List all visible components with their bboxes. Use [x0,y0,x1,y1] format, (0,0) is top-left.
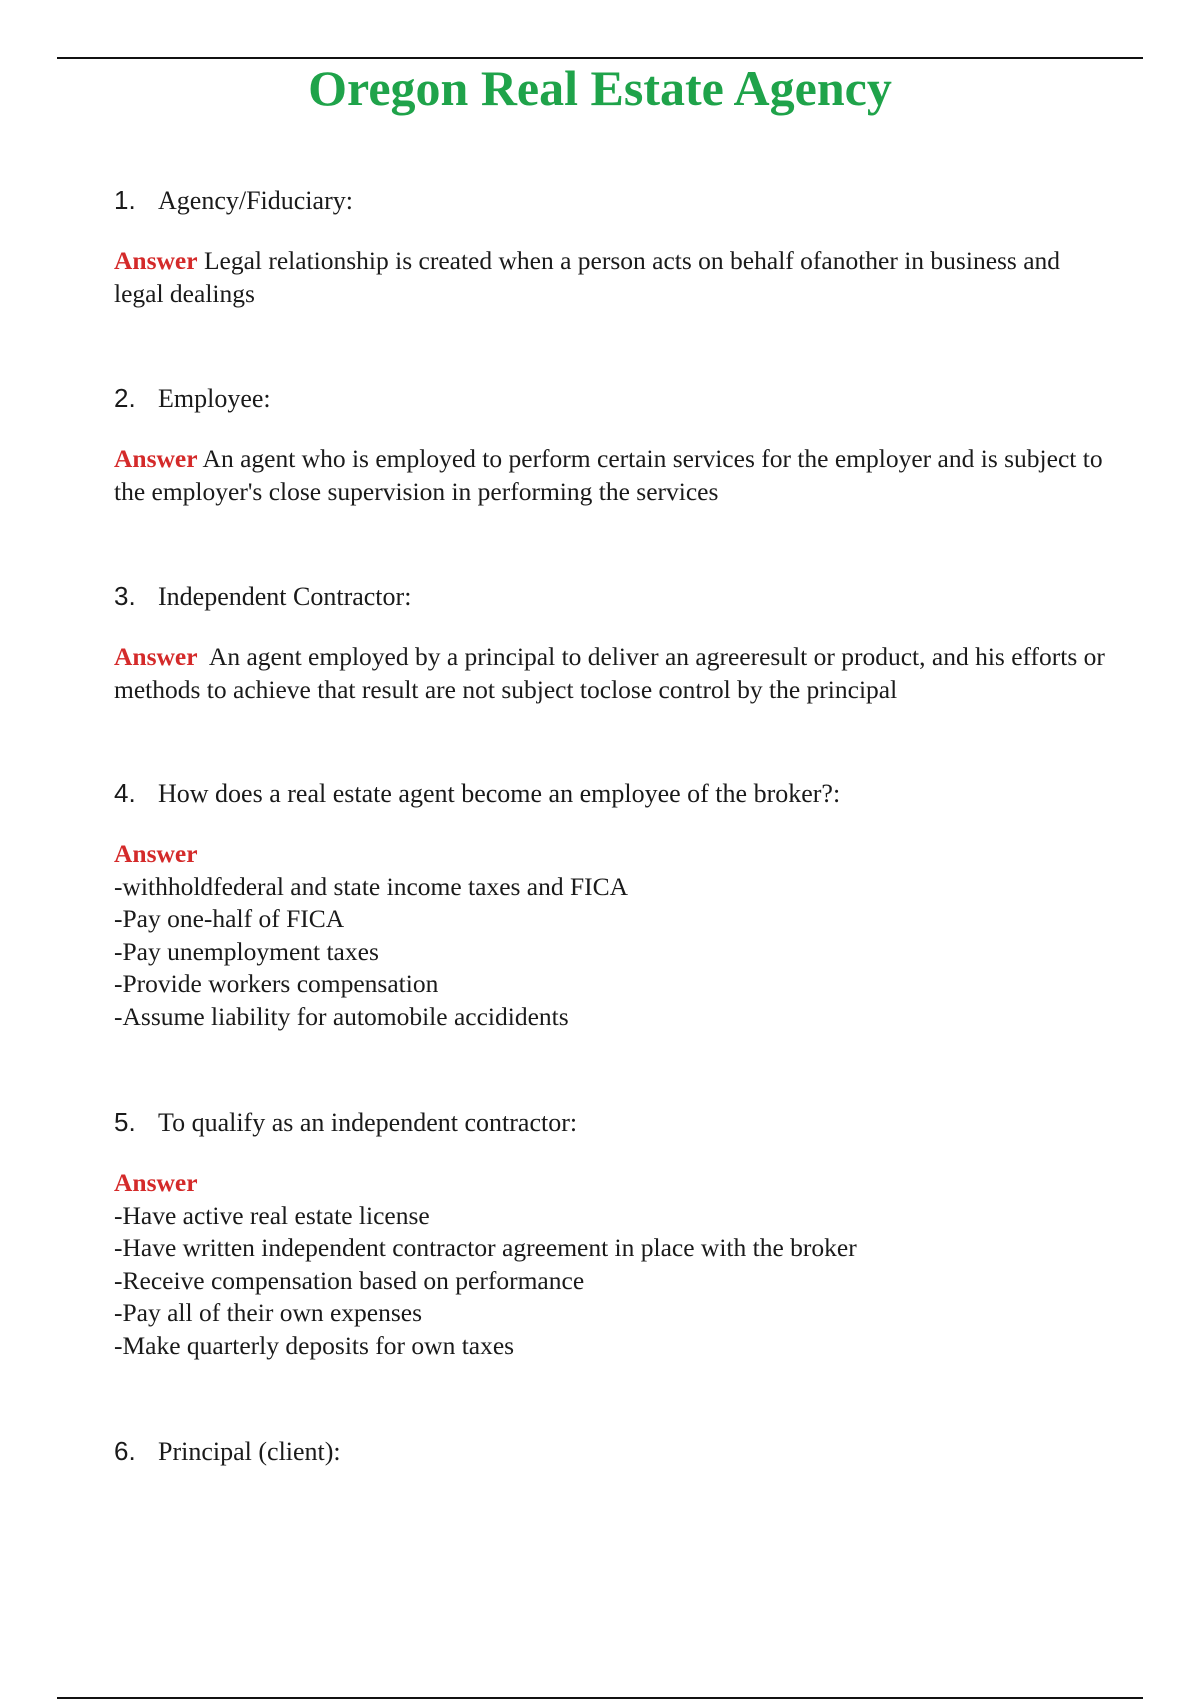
question-number: 2. [114,383,136,413]
answer-text: An agent employed by a principal to deliver an agreeresult or product, and his efforts or methods to achieve that result are not subject toclose control by the principal [114,642,1105,704]
answer-block [114,443,1114,508]
bottom-rule [57,1697,1143,1699]
answer-list [114,1200,1114,1363]
answer-list-item: -Receive compensation based on performance [114,1265,585,1295]
question-number: 5. [114,1107,136,1137]
answer-block [114,245,1114,310]
answer-list-item: -Pay unemployment taxes [114,936,379,966]
question-line [114,581,1114,615]
question-text: Employee: [158,384,271,413]
qa-item [114,185,1114,310]
question-number: 4. [114,778,136,808]
answer-list-item: -Assume liability for automobile accididents [114,1001,569,1031]
question-number: 3. [114,581,136,611]
answer-list-item: -Pay one-half of FICA [114,904,345,933]
question-number: 6. [114,1436,136,1466]
qa-item [114,778,1114,1033]
qa-item [114,581,1114,706]
answer-text: Legal relationship is created when a person acts on behalf ofanother in business and legal dealings [114,246,1061,308]
question-line [114,383,1114,417]
question-text: Agency/Fiduciary: [158,186,353,215]
answer-label: Answer [114,246,198,275]
question-text: Principal (client): [158,1437,341,1466]
qa-item [114,1436,1114,1470]
answer-label: Answer [114,839,198,868]
answer-label: Answer [114,444,198,473]
answer-list-item: -Pay all of their own expenses [114,1298,423,1327]
document-title: Oregon Real Estate Agency [308,60,892,116]
question-line [114,1107,1114,1141]
question-text: How does a real estate agent become an employee of the broker?: [158,779,841,808]
question-text: Independent Contractor: [158,582,412,611]
answer-list-item: -Provide workers compensation [114,969,439,998]
answer-text: An agent who is employed to perform certain services for the employer and is subject to the employer's close supervision in performing the services [114,444,1103,506]
answer-list-item: -Make quarterly deposits for own taxes [114,1330,515,1360]
answer-block [114,641,1114,706]
question-line [114,1436,1114,1470]
answer-list-item: -Have written independent contractor agreement in place with the broker [114,1233,857,1262]
question-number: 1. [114,185,136,215]
answer-block [114,838,1114,1033]
answer-list-item: -withholdfederal and state income taxes and FICA [114,871,629,901]
qa-item [114,1107,1114,1362]
answer-label: Answer [114,642,198,671]
question-text: To qualify as an independent contractor: [158,1108,578,1137]
answer-list [114,871,1114,1034]
qa-item [114,383,1114,508]
question-line [114,778,1114,812]
question-line [114,185,1114,219]
answer-label: Answer [114,1168,198,1197]
answer-list-item: -Have active real estate license [114,1200,430,1230]
answer-block [114,1167,1114,1362]
